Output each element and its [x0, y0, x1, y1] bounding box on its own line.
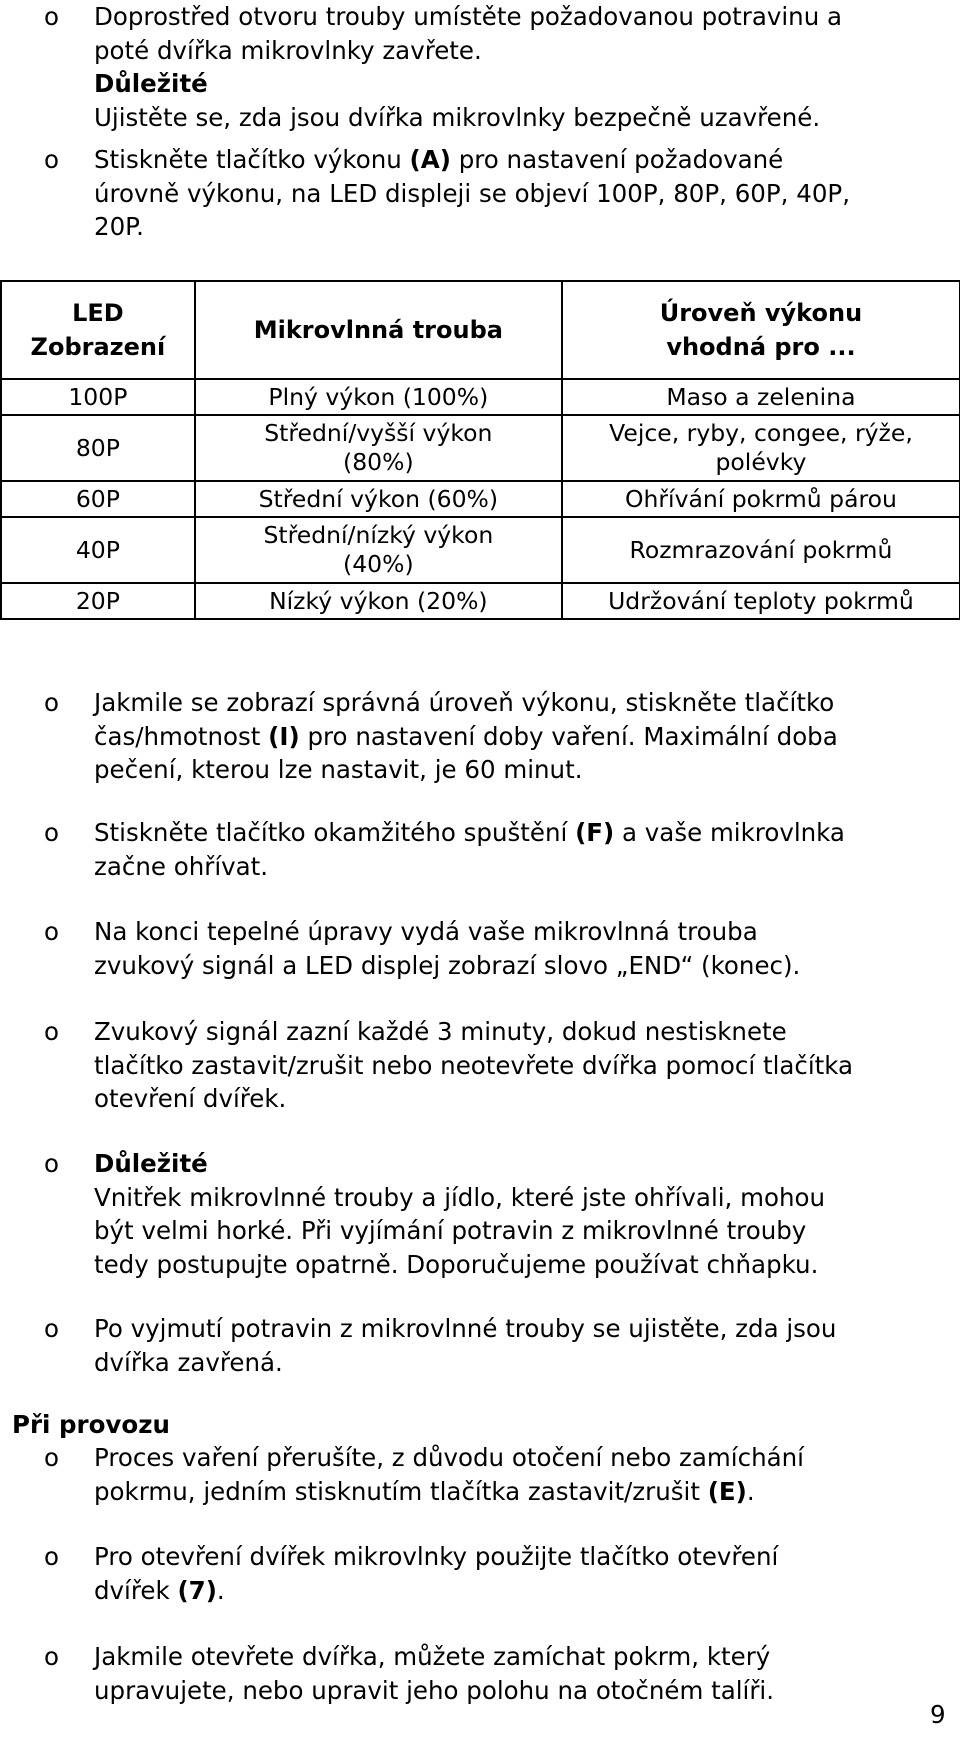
table-row: [1, 481, 960, 517]
text-line: Vnitřek mikrovlnné trouby a jídlo, které jste ohřívali, mohou: [94, 1182, 826, 1212]
text-line: Stiskněte tlačítko výkonu (A) pro nastavení požadované: [94, 145, 784, 174]
section-heading: Při provozu: [12, 1410, 170, 1439]
bullet-text: [94, 1015, 944, 1116]
important-label: Důležité: [94, 69, 208, 98]
bullet-text: [94, 1312, 944, 1379]
header-microwave: Mikrovlnná trouba: [195, 281, 562, 379]
power-level-table: [0, 280, 960, 620]
header-suitable-for: Úroveň výkonu vhodná pro ...: [562, 281, 960, 379]
text-line: 20P.: [94, 212, 144, 241]
bullet-marker: o: [44, 1017, 59, 1046]
text-line: Proces vaření přerušíte, z důvodu otočení nebo zamíchání: [94, 1443, 804, 1472]
bullet-text: [94, 0, 944, 134]
text-line: úrovně výkonu, na LED displeji se objeví 100P, 80P, 60P, 40P,: [94, 178, 850, 208]
table-row: [1, 379, 960, 415]
table-cell: Ohřívání pokrmů párou: [562, 481, 960, 517]
table-cell: Udržování teploty pokrmů: [562, 583, 960, 619]
bullet-marker: o: [44, 1642, 59, 1671]
text-line: dvířek (7).: [94, 1575, 225, 1605]
text-line: Pro otevření dvířek mikrovlnky použijte tlačítko otevření: [94, 1542, 779, 1571]
table-cell: Plný výkon (100%): [195, 379, 562, 415]
bullet-text: [94, 1540, 944, 1607]
table-cell: Střední/vyšší výkon (80%): [195, 415, 562, 481]
table-row: [1, 517, 960, 583]
text-line: dvířka zavřená.: [94, 1347, 283, 1377]
table-cell: 20P: [1, 583, 195, 619]
text-line: být velmi horké. Při vyjímání potravin z mikrovlnné trouby: [94, 1216, 807, 1245]
table-cell: 40P: [1, 517, 195, 583]
text-line: pokrmu, jedním stisknutím tlačítka zastavit/zrušit (E).: [94, 1476, 755, 1506]
text-line: Po vyjmutí potravin z mikrovlnné trouby se ujistěte, zda jsou: [94, 1314, 837, 1343]
bullet-marker: o: [44, 2, 59, 31]
text-line: Ujistěte se, zda jsou dvířka mikrovlnky bezpečně uzavřené.: [94, 102, 821, 132]
bullet-marker: o: [44, 688, 59, 717]
table-header-row: [1, 281, 960, 379]
text-line: otevření dvířek.: [94, 1084, 287, 1113]
text-line: začne ohřívat.: [94, 851, 269, 881]
bullet-text: [94, 1441, 944, 1508]
table-row: [1, 583, 960, 619]
text-line: tedy postupujte opatrně. Doporučujeme používat chňapku.: [94, 1249, 819, 1279]
important-label: Důležité: [94, 1149, 208, 1178]
table-cell: Střední výkon (60%): [195, 481, 562, 517]
text-line: zvukový signál a LED displej zobrazí slovo „END“ (konec).: [94, 950, 801, 980]
text-line: Na konci tepelné úpravy vydá vaše mikrovlnná trouba: [94, 917, 758, 946]
bullet-marker: o: [44, 1443, 59, 1472]
bullet-marker: o: [44, 917, 59, 946]
bullet-marker: o: [44, 1149, 59, 1178]
table-cell: Maso a zelenina: [562, 379, 960, 415]
table-row: [1, 415, 960, 481]
bullet-text: [94, 686, 944, 787]
bullet-text: [94, 1147, 944, 1281]
table-cell: Vejce, ryby, congee, rýže, polévky: [562, 415, 960, 481]
table-cell: Rozmrazování pokrmů: [562, 517, 960, 583]
bullet-marker: o: [44, 1542, 59, 1571]
bullet-marker: o: [44, 818, 59, 847]
text-line: Stiskněte tlačítko okamžitého spuštění (F) a vaše mikrovlnka: [94, 818, 845, 847]
text-line: poté dvířka mikrovlnky zavřete.: [94, 35, 482, 65]
header-led-display: LED Zobrazení: [1, 281, 195, 379]
bullet-marker: o: [44, 1314, 59, 1343]
page-number: 9: [930, 1700, 946, 1729]
bullet-text: [94, 915, 944, 982]
bullet-text: [94, 816, 944, 883]
text-line: Jakmile otevřete dvířka, můžete zamíchat pokrm, který: [94, 1642, 771, 1671]
table-cell: 100P: [1, 379, 195, 415]
text-line: tlačítko zastavit/zrušit nebo neotevřete dvířka pomocí tlačítka: [94, 1050, 854, 1080]
text-line: Zvukový signál zazní každé 3 minuty, dokud nestisknete: [94, 1017, 787, 1046]
text-line: Doprostřed otvoru trouby umístěte požadovanou potravinu a: [94, 2, 843, 31]
bullet-marker: o: [44, 145, 59, 174]
text-line: pečení, kterou lze nastavit, je 60 minut.: [94, 755, 583, 784]
text-line: upravujete, nebo upravit jeho polohu na otočném talíři.: [94, 1675, 775, 1705]
table-cell: 80P: [1, 415, 195, 481]
table-cell: Nízký výkon (20%): [195, 583, 562, 619]
bullet-text: [94, 1640, 944, 1707]
table-cell: 60P: [1, 481, 195, 517]
table-cell: Střední/nízký výkon (40%): [195, 517, 562, 583]
text-line: čas/hmotnost (I) pro nastavení doby vaření. Maximální doba: [94, 721, 838, 751]
text-line: Jakmile se zobrazí správná úroveň výkonu, stiskněte tlačítko: [94, 688, 835, 717]
bullet-text: [94, 143, 944, 244]
